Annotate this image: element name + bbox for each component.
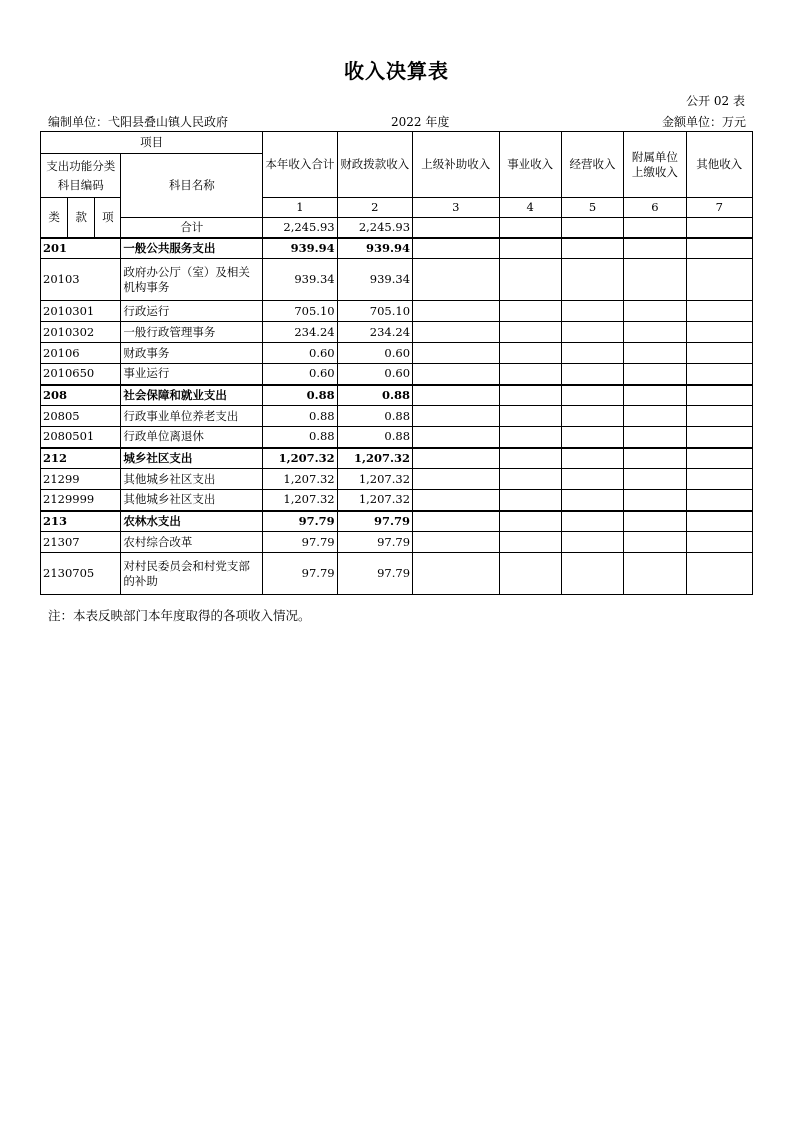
empty-cell xyxy=(413,364,499,385)
col-num-1: 1 xyxy=(263,198,337,218)
header-col-3: 上级补助收入 xyxy=(413,132,499,198)
fiscal-appropriation-income: 0.88 xyxy=(337,427,412,448)
annual-income-total: 939.34 xyxy=(263,259,337,301)
total-row xyxy=(41,218,753,238)
empty-cell xyxy=(413,511,499,532)
subject-name: 政府办公厅（室）及相关机构事务 xyxy=(121,259,263,301)
header-col-5: 经营收入 xyxy=(561,132,623,198)
annual-income-total: 939.94 xyxy=(263,238,337,259)
empty-cell xyxy=(686,532,752,553)
fiscal-appropriation-income: 0.88 xyxy=(337,385,412,406)
empty-cell xyxy=(499,343,561,364)
empty-cell xyxy=(624,511,686,532)
empty-cell xyxy=(499,469,561,490)
empty-cell xyxy=(561,385,623,406)
empty-cell xyxy=(624,469,686,490)
subject-name: 行政运行 xyxy=(121,301,263,322)
subject-name: 行政单位离退休 xyxy=(121,427,263,448)
subject-code: 213 xyxy=(41,511,121,532)
empty-cell xyxy=(624,427,686,448)
annual-income-total: 0.60 xyxy=(263,364,337,385)
table-row xyxy=(41,259,753,301)
annual-income-total: 1,207.32 xyxy=(263,490,337,511)
empty-cell xyxy=(686,259,752,301)
header-col-7: 其他收入 xyxy=(686,132,752,198)
annual-income-total: 1,207.32 xyxy=(263,448,337,469)
table-row xyxy=(41,238,753,259)
empty-cell xyxy=(561,511,623,532)
annual-income-total: 0.88 xyxy=(263,427,337,448)
subject-code: 2010302 xyxy=(41,322,121,343)
subject-name: 行政事业单位养老支出 xyxy=(121,406,263,427)
empty-cell xyxy=(561,553,623,595)
empty-cell xyxy=(686,448,752,469)
subject-code: 2130705 xyxy=(41,553,121,595)
amount-unit: 金额单位：万元 xyxy=(661,115,746,129)
empty-cell xyxy=(413,427,499,448)
subject-code: 2129999 xyxy=(41,490,121,511)
empty-cell xyxy=(413,343,499,364)
empty-cell xyxy=(624,259,686,301)
fiscal-appropriation-income: 939.34 xyxy=(337,259,412,301)
subject-code: 201 xyxy=(41,238,121,259)
empty-cell xyxy=(499,259,561,301)
empty-cell xyxy=(686,238,752,259)
fiscal-appropriation-income: 97.79 xyxy=(337,532,412,553)
table-row xyxy=(41,343,753,364)
empty-cell xyxy=(624,322,686,343)
empty-cell xyxy=(499,406,561,427)
subject-name: 事业运行 xyxy=(121,364,263,385)
subject-code: 21307 xyxy=(41,532,121,553)
empty-cell xyxy=(413,490,499,511)
empty-cell xyxy=(561,427,623,448)
empty-cell xyxy=(561,322,623,343)
empty-cell xyxy=(413,238,499,259)
subject-code: 2010301 xyxy=(41,301,121,322)
empty-cell xyxy=(413,553,499,595)
subject-name: 一般公共服务支出 xyxy=(121,238,263,259)
subject-name: 农村综合改革 xyxy=(121,532,263,553)
subject-name: 农林水支出 xyxy=(121,511,263,532)
empty-cell xyxy=(624,553,686,595)
empty-cell xyxy=(499,448,561,469)
compiling-unit: 编制单位：弋阳县叠山镇人民政府 xyxy=(48,115,229,129)
page-title: 收入决算表 xyxy=(344,59,449,83)
empty-cell xyxy=(561,301,623,322)
empty-cell xyxy=(561,238,623,259)
subject-name: 财政事务 xyxy=(121,343,263,364)
subject-name: 一般行政管理事务 xyxy=(121,322,263,343)
empty-cell xyxy=(624,364,686,385)
empty-cell xyxy=(561,406,623,427)
header-col-4: 事业收入 xyxy=(499,132,561,198)
table-row xyxy=(41,490,753,511)
empty-cell xyxy=(413,301,499,322)
table-row xyxy=(41,406,753,427)
total-col-1: 2,245.93 xyxy=(263,218,337,238)
empty-cell xyxy=(499,511,561,532)
empty-cell xyxy=(686,343,752,364)
annual-income-total: 97.79 xyxy=(263,553,337,595)
subject-code: 20106 xyxy=(41,343,121,364)
table-row xyxy=(41,448,753,469)
empty-cell xyxy=(686,364,752,385)
empty-cell xyxy=(413,469,499,490)
subject-name: 对村民委员会和村党支部的补助 xyxy=(121,553,263,595)
empty-cell xyxy=(499,553,561,595)
fiscal-appropriation-income: 97.79 xyxy=(337,511,412,532)
empty-cell xyxy=(624,238,686,259)
subject-code: 2080501 xyxy=(41,427,121,448)
empty-cell xyxy=(686,469,752,490)
fiscal-appropriation-income: 0.60 xyxy=(337,364,412,385)
fiscal-year: 2022 年度 xyxy=(391,115,450,129)
subject-code: 208 xyxy=(41,385,121,406)
empty-cell xyxy=(624,385,686,406)
header-lei: 类 xyxy=(41,198,68,238)
fiscal-appropriation-income: 234.24 xyxy=(337,322,412,343)
table-note: 注：本表反映部门本年度取得的各项收入情况。 xyxy=(48,608,311,623)
empty-cell xyxy=(686,406,752,427)
annual-income-total: 705.10 xyxy=(263,301,337,322)
empty-cell xyxy=(561,448,623,469)
empty-cell xyxy=(499,490,561,511)
header-kuan: 款 xyxy=(68,198,95,238)
fiscal-appropriation-income: 0.60 xyxy=(337,343,412,364)
empty-cell xyxy=(686,385,752,406)
subject-code: 2010650 xyxy=(41,364,121,385)
empty-cell xyxy=(561,490,623,511)
fiscal-appropriation-income: 1,207.32 xyxy=(337,469,412,490)
empty-cell xyxy=(413,448,499,469)
subject-code: 20103 xyxy=(41,259,121,301)
col-num-6: 6 xyxy=(624,198,686,218)
empty-cell xyxy=(624,532,686,553)
table-row xyxy=(41,469,753,490)
fiscal-appropriation-income: 1,207.32 xyxy=(337,448,412,469)
form-number: 公开 02 表 xyxy=(686,94,745,108)
empty-cell xyxy=(413,385,499,406)
header-col-2: 财政拨款收入 xyxy=(337,132,412,198)
empty-cell xyxy=(686,322,752,343)
table-row xyxy=(41,322,753,343)
table-row xyxy=(41,364,753,385)
empty-cell xyxy=(499,385,561,406)
empty-cell xyxy=(413,322,499,343)
annual-income-total: 0.60 xyxy=(263,343,337,364)
header-subject-name: 科目名称 xyxy=(121,154,263,218)
subject-name: 社会保障和就业支出 xyxy=(121,385,263,406)
table-row xyxy=(41,532,753,553)
income-final-accounts-table xyxy=(40,131,753,595)
table-row xyxy=(41,427,753,448)
empty-cell xyxy=(499,301,561,322)
subject-code: 212 xyxy=(41,448,121,469)
fiscal-appropriation-income: 939.94 xyxy=(337,238,412,259)
annual-income-total: 97.79 xyxy=(263,532,337,553)
empty-cell xyxy=(499,238,561,259)
report-meta xyxy=(48,113,746,129)
subject-name: 其他城乡社区支出 xyxy=(121,469,263,490)
header-col-1: 本年收入合计 xyxy=(263,132,337,198)
annual-income-total: 0.88 xyxy=(263,385,337,406)
empty-cell xyxy=(499,364,561,385)
col-num-4: 4 xyxy=(499,198,561,218)
empty-cell xyxy=(561,469,623,490)
empty-cell xyxy=(686,553,752,595)
empty-cell xyxy=(686,511,752,532)
subject-code: 20805 xyxy=(41,406,121,427)
table-row xyxy=(41,511,753,532)
empty-cell xyxy=(624,343,686,364)
fiscal-appropriation-income: 97.79 xyxy=(337,553,412,595)
empty-cell xyxy=(624,301,686,322)
empty-cell xyxy=(413,406,499,427)
col-num-3: 3 xyxy=(413,198,499,218)
annual-income-total: 0.88 xyxy=(263,406,337,427)
annual-income-total: 1,207.32 xyxy=(263,469,337,490)
table-row xyxy=(41,385,753,406)
col-num-2: 2 xyxy=(337,198,412,218)
annual-income-total: 234.24 xyxy=(263,322,337,343)
table-row xyxy=(41,301,753,322)
subject-name: 其他城乡社区支出 xyxy=(121,490,263,511)
empty-cell xyxy=(499,427,561,448)
subject-code: 21299 xyxy=(41,469,121,490)
empty-cell xyxy=(686,490,752,511)
empty-cell xyxy=(686,301,752,322)
table-row xyxy=(41,553,753,595)
empty-cell xyxy=(561,364,623,385)
empty-cell xyxy=(624,406,686,427)
empty-cell xyxy=(561,259,623,301)
fiscal-appropriation-income: 1,207.32 xyxy=(337,490,412,511)
total-col-2: 2,245.93 xyxy=(337,218,412,238)
empty-cell xyxy=(499,322,561,343)
empty-cell xyxy=(561,343,623,364)
empty-cell xyxy=(686,427,752,448)
empty-cell xyxy=(413,259,499,301)
empty-cell xyxy=(561,532,623,553)
empty-cell xyxy=(624,448,686,469)
total-label: 合计 xyxy=(121,218,263,238)
header-col-6: 附属单位上缴收入 xyxy=(624,132,686,198)
empty-cell xyxy=(624,490,686,511)
col-num-7: 7 xyxy=(686,198,752,218)
empty-cell xyxy=(499,532,561,553)
fiscal-appropriation-income: 0.88 xyxy=(337,406,412,427)
annual-income-total: 97.79 xyxy=(263,511,337,532)
subject-name: 城乡社区支出 xyxy=(121,448,263,469)
header-item: 项目 xyxy=(41,132,263,154)
header-xiang: 项 xyxy=(95,198,121,238)
col-num-5: 5 xyxy=(561,198,623,218)
header-func-code: 支出功能分类科目编码 xyxy=(41,154,121,198)
empty-cell xyxy=(413,532,499,553)
fiscal-appropriation-income: 705.10 xyxy=(337,301,412,322)
